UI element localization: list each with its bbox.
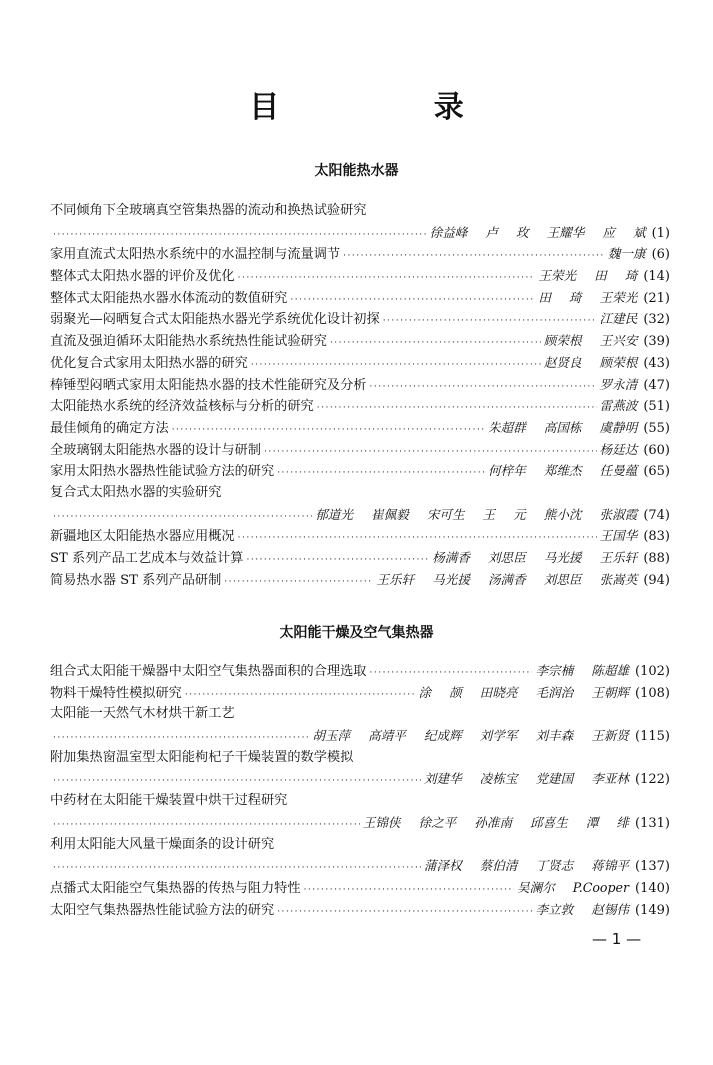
entry-title: 中药材在太阳能干燥装置中烘干过程研究 — [50, 793, 288, 809]
leader-dots — [383, 311, 597, 330]
leader-dots — [264, 442, 597, 461]
toc-entry — [50, 200, 670, 222]
toc-entry — [50, 330, 670, 352]
toc-entry — [50, 265, 670, 287]
toc-entry — [50, 899, 670, 921]
toc-entry — [50, 703, 670, 725]
leader-dots — [343, 246, 605, 265]
leader-dots — [304, 880, 514, 899]
entry-page: (21) — [643, 290, 670, 306]
leader-dots — [53, 728, 309, 747]
entry-page: (140) — [635, 880, 670, 896]
entry-title: 全玻璃钢太阳能热水器的设计与研制 — [50, 442, 261, 458]
entry-authors: 顾荣根 王兴安 — [543, 333, 638, 349]
entry-title: 整体式太阳热水器的评价及优化 — [50, 269, 235, 285]
leader-dots — [172, 420, 485, 439]
entry-page: (149) — [635, 902, 670, 918]
entry-authors: 江建民 — [599, 311, 638, 327]
entry-page: (1) — [651, 225, 670, 241]
page-title: 目 录 — [249, 90, 536, 125]
entry-authors: 吴澜尔 P.Cooper — [516, 879, 630, 895]
leader-dots — [246, 550, 429, 569]
entry-authors: 何梓年 郑维杰 任曼蕴 — [487, 463, 638, 479]
entry-title: 家用太阳热水器热性能试验方法的研究 — [50, 464, 275, 480]
toc-entry — [50, 374, 670, 396]
entry-title: 物料干燥特性模拟研究 — [50, 685, 182, 701]
toc-entry — [50, 482, 670, 504]
entry-page: (65) — [643, 464, 670, 480]
toc-entry — [50, 395, 670, 417]
entry-title: 弱聚光—闷晒复合式太阳能热水器光学系统优化设计初探 — [50, 312, 380, 328]
entry-authors: 雷燕波 — [599, 398, 638, 414]
toc-entry — [50, 352, 670, 374]
entry-page: (6) — [651, 247, 670, 263]
toc-entry — [50, 525, 670, 547]
entry-page: (122) — [635, 772, 670, 788]
toc-entry — [50, 569, 670, 591]
entry-title: 复合式太阳热水器的实验研究 — [50, 484, 222, 500]
toc-section-drying — [50, 660, 670, 920]
entry-authors: 王国华 — [599, 528, 638, 544]
section-heading-water-heaters: 太阳能热水器 — [314, 163, 399, 179]
leader-dots — [224, 572, 373, 591]
entry-authors: 朱超群 高国栋 虞静明 — [487, 419, 638, 435]
leader-dots — [277, 902, 532, 921]
entry-title: 棒锤型闷晒式家用太阳能热水器的技术性能研究及分析 — [50, 377, 367, 393]
toc-entry — [50, 682, 670, 704]
entry-title: 优化复合式家用太阳热水器的研究 — [50, 355, 248, 371]
toc-entry — [50, 222, 670, 244]
entry-authors: 李宗楠 陈超雄 — [535, 663, 630, 678]
entry-authors: 涂 颉 田晓亮 毛润治 王朝辉 — [418, 684, 630, 700]
entry-authors: 胡玉萍 高靖平 纪成辉 刘学军 刘丰森 王新贤 — [312, 728, 630, 744]
entry-title: 简易热水器 ST 系列产品研制 — [50, 572, 222, 588]
toc-entry — [50, 747, 670, 769]
entry-authors: 杨廷达 — [599, 441, 638, 457]
entry-authors: 王乐轩 马光援 汤满香 刘思臣 张嵩英 — [376, 571, 638, 587]
entry-title: ST 系列产品工艺成本与效益计算 — [50, 551, 244, 566]
entry-authors: 赵贤良 顾荣根 — [543, 354, 638, 370]
entry-page: (55) — [643, 420, 670, 436]
leader-dots — [53, 815, 360, 834]
entry-authors: 郁道光 崔佩毅 宋可生 王 元 熊小沈 张淑霞 — [315, 506, 638, 522]
entry-authors: 李立敦 赵锡伟 — [535, 901, 630, 917]
leader-dots — [370, 377, 597, 396]
entry-page: (137) — [635, 859, 670, 875]
entry-page: (94) — [643, 572, 670, 588]
entry-authors: 王锦侠 徐之平 孙准南 邱喜生 潭 绯 — [362, 814, 630, 830]
toc-entry — [50, 834, 670, 856]
toc-entry — [50, 877, 670, 899]
entry-page: (108) — [635, 685, 670, 701]
entry-page: (47) — [643, 377, 670, 393]
leader-dots — [53, 225, 427, 244]
entry-title: 新疆地区太阳能热水器应用概况 — [50, 529, 235, 545]
leader-dots — [317, 398, 597, 417]
leader-dots — [251, 355, 541, 374]
leader-dots — [185, 685, 416, 704]
leader-dots — [238, 268, 536, 287]
toc-entry — [50, 308, 670, 330]
entry-title: 整体式太阳能热水器水体流动的数值研究 — [50, 290, 288, 306]
entry-page: (51) — [643, 399, 670, 415]
entry-title: 太阳空气集热器热性能试验方法的研究 — [50, 902, 275, 918]
toc-entry — [50, 417, 670, 439]
entry-page: (14) — [643, 269, 670, 285]
entry-page: (115) — [635, 729, 670, 745]
entry-title: 直流及强迫循环太阳能热水系统热性能试验研究 — [50, 334, 327, 350]
entry-title: 太阳能一天然气木材烘干新工艺 — [50, 706, 235, 722]
leader-dots — [53, 507, 312, 526]
entry-authors: 徐益峰 卢 玫 王耀华 应 斌 — [429, 224, 646, 240]
toc-section-water-heaters — [50, 200, 670, 590]
entry-authors: 魏一康 — [607, 246, 646, 262]
leader-dots — [370, 663, 533, 682]
toc-entry — [50, 504, 670, 526]
entry-title: 组合式太阳能干燥器中太阳空气集热器面积的合理选取 — [50, 664, 367, 679]
entry-page: (131) — [635, 815, 670, 831]
toc-entry — [50, 287, 670, 309]
toc-entry — [50, 855, 670, 877]
entry-authors: 罗永清 — [599, 376, 638, 392]
leader-dots — [277, 463, 485, 482]
entry-page: (83) — [643, 529, 670, 545]
leader-dots — [53, 858, 421, 877]
entry-page: (32) — [643, 312, 670, 328]
entry-title: 家用直流式太阳热水系统中的水温控制与流量调节 — [50, 247, 341, 263]
toc-entry — [50, 812, 670, 834]
entry-title: 最佳倾角的确定方法 — [50, 420, 169, 436]
leader-dots — [330, 333, 541, 352]
entry-authors: 田 琦 王荣光 — [538, 289, 638, 305]
entry-page: (43) — [643, 355, 670, 371]
entry-page: (39) — [643, 334, 670, 350]
toc-entry — [50, 243, 670, 265]
entry-page: (102) — [635, 664, 670, 679]
entry-title: 利用太阳能大风量干燥面条的设计研究 — [50, 836, 275, 852]
leader-dots — [290, 290, 535, 309]
section-heading-drying: 太阳能干燥及空气集热器 — [279, 625, 434, 641]
leader-dots — [53, 771, 421, 790]
toc-entry — [50, 790, 670, 812]
entry-page: (74) — [643, 507, 670, 523]
entry-page: (88) — [643, 551, 670, 566]
entry-page: (60) — [643, 442, 670, 458]
page-number: — 1 — — [592, 930, 642, 948]
leader-dots — [238, 528, 597, 547]
entry-authors: 杨满香 刘思臣 马光援 王乐轩 — [432, 550, 638, 565]
entry-authors: 蒲泽权 蔡伯清 丁贤志 蒋锦平 — [423, 858, 630, 874]
toc-entry — [50, 547, 670, 569]
toc-entry — [50, 460, 670, 482]
entry-title: 太阳能热水系统的经济效益核标与分析的研究 — [50, 399, 314, 415]
toc-entry — [50, 725, 670, 747]
entry-title: 不同倾角下全玻璃真空管集热器的流动和换热试验研究 — [50, 203, 367, 218]
toc-entry — [50, 439, 670, 461]
entry-authors: 刘建华 凌栋宝 党建国 李亚林 — [423, 771, 630, 787]
entry-title: 点播式太阳能空气集热器的传热与阻力特性 — [50, 880, 301, 896]
toc-entry — [50, 660, 670, 682]
entry-title: 附加集热窗温室型太阳能枸杞子干燥装置的数学模拟 — [50, 749, 354, 765]
entry-authors: 王荣光 田 琦 — [538, 268, 638, 284]
toc-entry — [50, 768, 670, 790]
